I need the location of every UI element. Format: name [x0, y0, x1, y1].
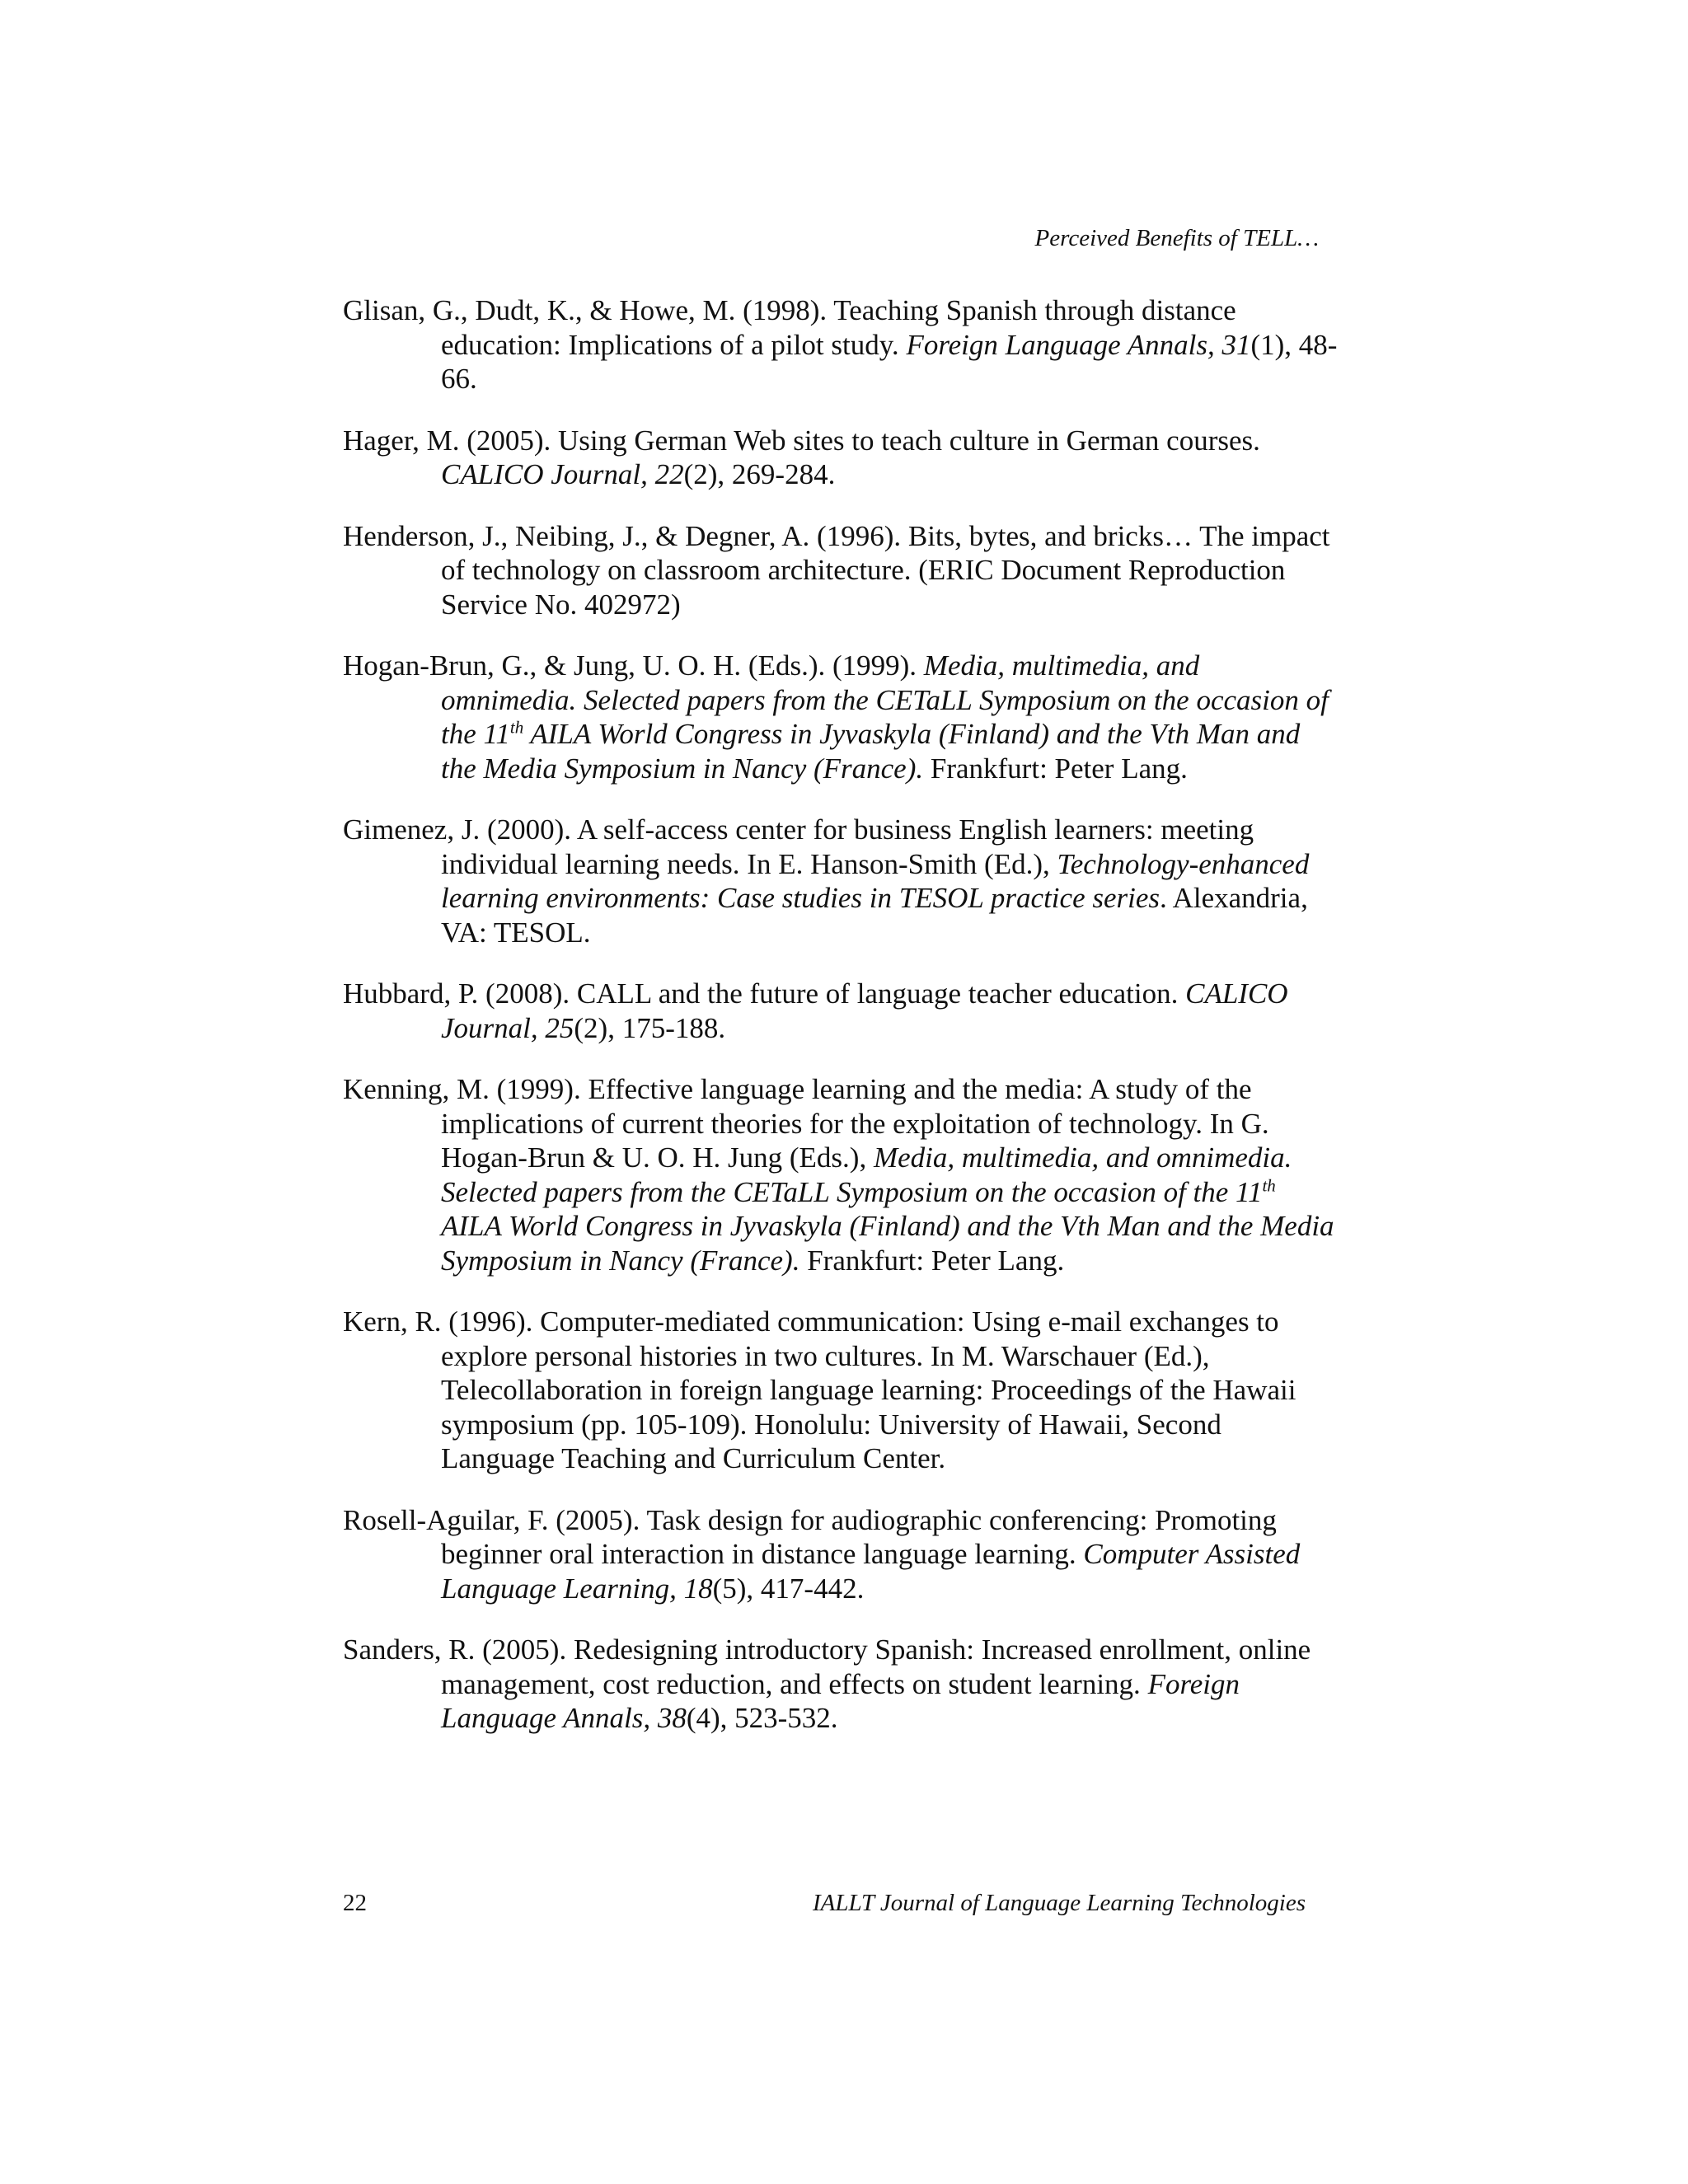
reference-list [343, 293, 1340, 1763]
reference-text: Hogan-Brun, G., & Jung, U. O. H. (Eds.). (1999). [343, 649, 924, 682]
reference-entry [343, 977, 1340, 1045]
reference-text: Kenning, M. (1999). Effective language learning and the media: A study of the implications of current theories for the exploitation of technology. In G. Hogan-Brun & U. O. H. Jung (Eds.), [343, 1073, 1269, 1174]
superscript-text: th [509, 717, 524, 738]
reference-text: (2), 175-188. [574, 1011, 726, 1044]
italic-text: Foreign Language Annals, 31 [906, 328, 1251, 361]
page-number: 22 [343, 1890, 367, 1916]
reference-entry [343, 1503, 1340, 1606]
italic-text: Computer Assisted Language Learning, 18 [441, 1538, 1301, 1605]
journal-title: IALLT Journal of Language Learning Technologies [813, 1890, 1306, 1916]
reference-entry [343, 1633, 1340, 1736]
reference-text: Gimenez, J. (2000). A self-access center for business English learners: meeting individual learning needs. In E. Hanson-Smith (Ed.), [343, 813, 1254, 880]
reference-text: Kern, R. (1996). Computer-mediated communication: Using e-mail exchanges to explore personal histories in two cultures. In M. Warschauer (Ed.), Telecollaboration in foreign language learning: Proceedings of the Hawaii symposium (pp. 105-109). Honolulu: University of Hawaii, Second Language Teaching and Curriculum Center. [343, 1305, 1296, 1474]
reference-text: (1), 48-66. [441, 328, 1338, 395]
italic-text: Media, multimedia, and omnimedia. Selected papers from the CETaLL Symposium on the occasion of the 11 [441, 649, 1329, 750]
italic-text: CALICO Journal, 25 [441, 977, 1288, 1044]
reference-text: (4), 523-532. [686, 1702, 838, 1734]
reference-text: (5), 417-442. [712, 1572, 865, 1605]
reference-text: (2), 269-284. [683, 458, 836, 490]
reference-text: . Alexandria, VA: TESOL. [441, 882, 1308, 949]
reference-text: Hager, M. (2005). Using German Web sites to teach culture in German courses. [343, 424, 1260, 457]
running-head: Perceived Benefits of TELL… [1034, 225, 1319, 251]
reference-entry [343, 813, 1340, 949]
italic-text: AILA World Congress in Jyvaskyla (Finland) and the Vth Man and the Media Symposium in Nancy (France). [441, 1210, 1334, 1277]
superscript-text: th [1262, 1174, 1276, 1195]
italic-text: CALICO Journal, 22 [441, 458, 684, 490]
reference-entry [343, 1072, 1340, 1277]
reference-text: Sanders, R. (2005). Redesigning introductory Spanish: Increased enrollment, online management, cost reduction, and effects on student learning. [343, 1633, 1311, 1700]
reference-entry [343, 1305, 1340, 1476]
italic-text: Foreign Language Annals, 38 [441, 1667, 1240, 1734]
reference-text: Frankfurt: Peter Lang. [923, 752, 1188, 785]
reference-text: Henderson, J., Neibing, J., & Degner, A. (1996). Bits, bytes, and bricks… The impact of technology on classroom architecture. (ERIC Document Reproduction Service No. 402972) [343, 519, 1330, 621]
reference-entry [343, 649, 1340, 785]
reference-text: Glisan, G., Dudt, K., & Howe, M. (1998). Teaching Spanish through distance education: Implications of a pilot study. [343, 294, 1236, 361]
italic-text: Technology-enhanced learning environments: Case studies in TESOL practice series [441, 847, 1310, 914]
reference-entry [343, 293, 1340, 396]
reference-text: Rosell-Aguilar, F. (2005). Task design for audiographic conferencing: Promoting beginner oral interaction in distance language learning. [343, 1503, 1277, 1570]
italic-text: Media, multimedia, and omnimedia. Selected papers from the CETaLL Symposium on the occasion of the 11 [441, 1141, 1292, 1208]
reference-entry [343, 424, 1340, 492]
reference-text: Hubbard, P. (2008). CALL and the future of language teacher education. [343, 977, 1186, 1010]
italic-text: AILA World Congress in Jyvaskyla (Finland) and the Vth Man and the Media Symposium in Nancy (France). [441, 718, 1301, 785]
reference-text: Frankfurt: Peter Lang. [799, 1244, 1065, 1277]
reference-entry [343, 519, 1340, 622]
